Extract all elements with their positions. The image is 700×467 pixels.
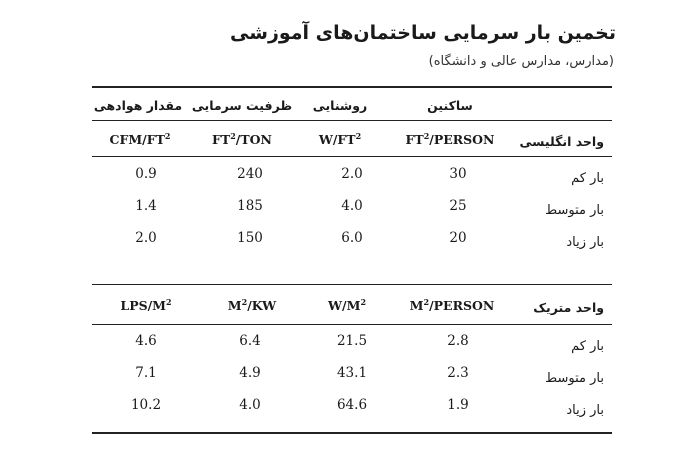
english-system-label: واحد انگلیسی (519, 134, 604, 149)
cell-cooling: 6.4 (239, 333, 261, 349)
metric-unit-rule (92, 324, 612, 325)
header-occupancy: ساکنین (427, 98, 473, 113)
cell-airflow: 1.4 (135, 198, 157, 214)
cell-occupancy: 30 (449, 166, 467, 182)
row-label: بار زیاد (566, 403, 604, 418)
english-unit-airflow: CFM/$FT^2$ (109, 130, 171, 147)
cell-lighting: 4.0 (341, 198, 363, 214)
cell-occupancy: 20 (449, 230, 467, 246)
cell-cooling: 150 (237, 230, 263, 246)
metric-unit-cooling: $M^2/KW$ (227, 296, 277, 313)
cell-lighting: 64.6 (336, 397, 368, 413)
english-unit-rule (92, 156, 612, 157)
english-unit-occupancy: $FT^2$/PERSON (405, 130, 495, 147)
metric-unit-airflow: LPS/$M^2$ (120, 296, 172, 313)
header-rule (92, 120, 612, 121)
bottom-rule (92, 432, 612, 434)
cell-lighting: 6.0 (341, 230, 363, 246)
section-divider (92, 284, 612, 285)
cell-cooling: 4.9 (239, 365, 261, 381)
row-label: بار متوسط (545, 371, 604, 386)
row-label: بار زیاد (566, 235, 604, 250)
cell-cooling: 240 (237, 166, 263, 182)
cell-occupancy: 25 (449, 198, 467, 214)
metric-unit-lighting: $W/M^2$ (327, 296, 367, 313)
header-lighting: روشنایی (312, 98, 368, 113)
cell-airflow: 10.2 (130, 397, 162, 413)
cell-occupancy: 2.3 (447, 365, 469, 381)
english-unit-lighting: $W/FT^2$ (318, 130, 362, 147)
cell-occupancy: 2.8 (447, 333, 469, 349)
cell-airflow: 0.9 (135, 166, 157, 182)
top-rule (92, 86, 612, 88)
cell-airflow: 2.0 (135, 230, 157, 246)
row-label: بار کم (571, 339, 604, 354)
metric-unit-occupancy: $M^2$/PERSON (409, 296, 495, 313)
cell-lighting: 21.5 (336, 333, 368, 349)
cell-airflow: 4.6 (135, 333, 157, 349)
cell-airflow: 7.1 (135, 365, 157, 381)
cell-cooling: 185 (237, 198, 263, 214)
row-label: بار کم (571, 171, 604, 186)
page-subtitle: (مدارس، مدارس عالی و دانشگاه) (428, 54, 614, 69)
row-label: بار متوسط (545, 203, 604, 218)
cell-lighting: 2.0 (341, 166, 363, 182)
cell-occupancy: 1.9 (447, 397, 469, 413)
cell-lighting: 43.1 (336, 365, 368, 381)
page-title: تخمین بار سرمایی ساختمان‌های آموزشی (230, 22, 616, 44)
english-unit-cooling: $FT^2$/TON (212, 130, 272, 147)
header-airflow: مقدار هوادهی (93, 98, 183, 113)
metric-system-label: واحد متریک (533, 300, 604, 315)
cell-cooling: 4.0 (239, 397, 261, 413)
header-cooling-capacity: ظرفیت سرمایی (191, 98, 293, 113)
